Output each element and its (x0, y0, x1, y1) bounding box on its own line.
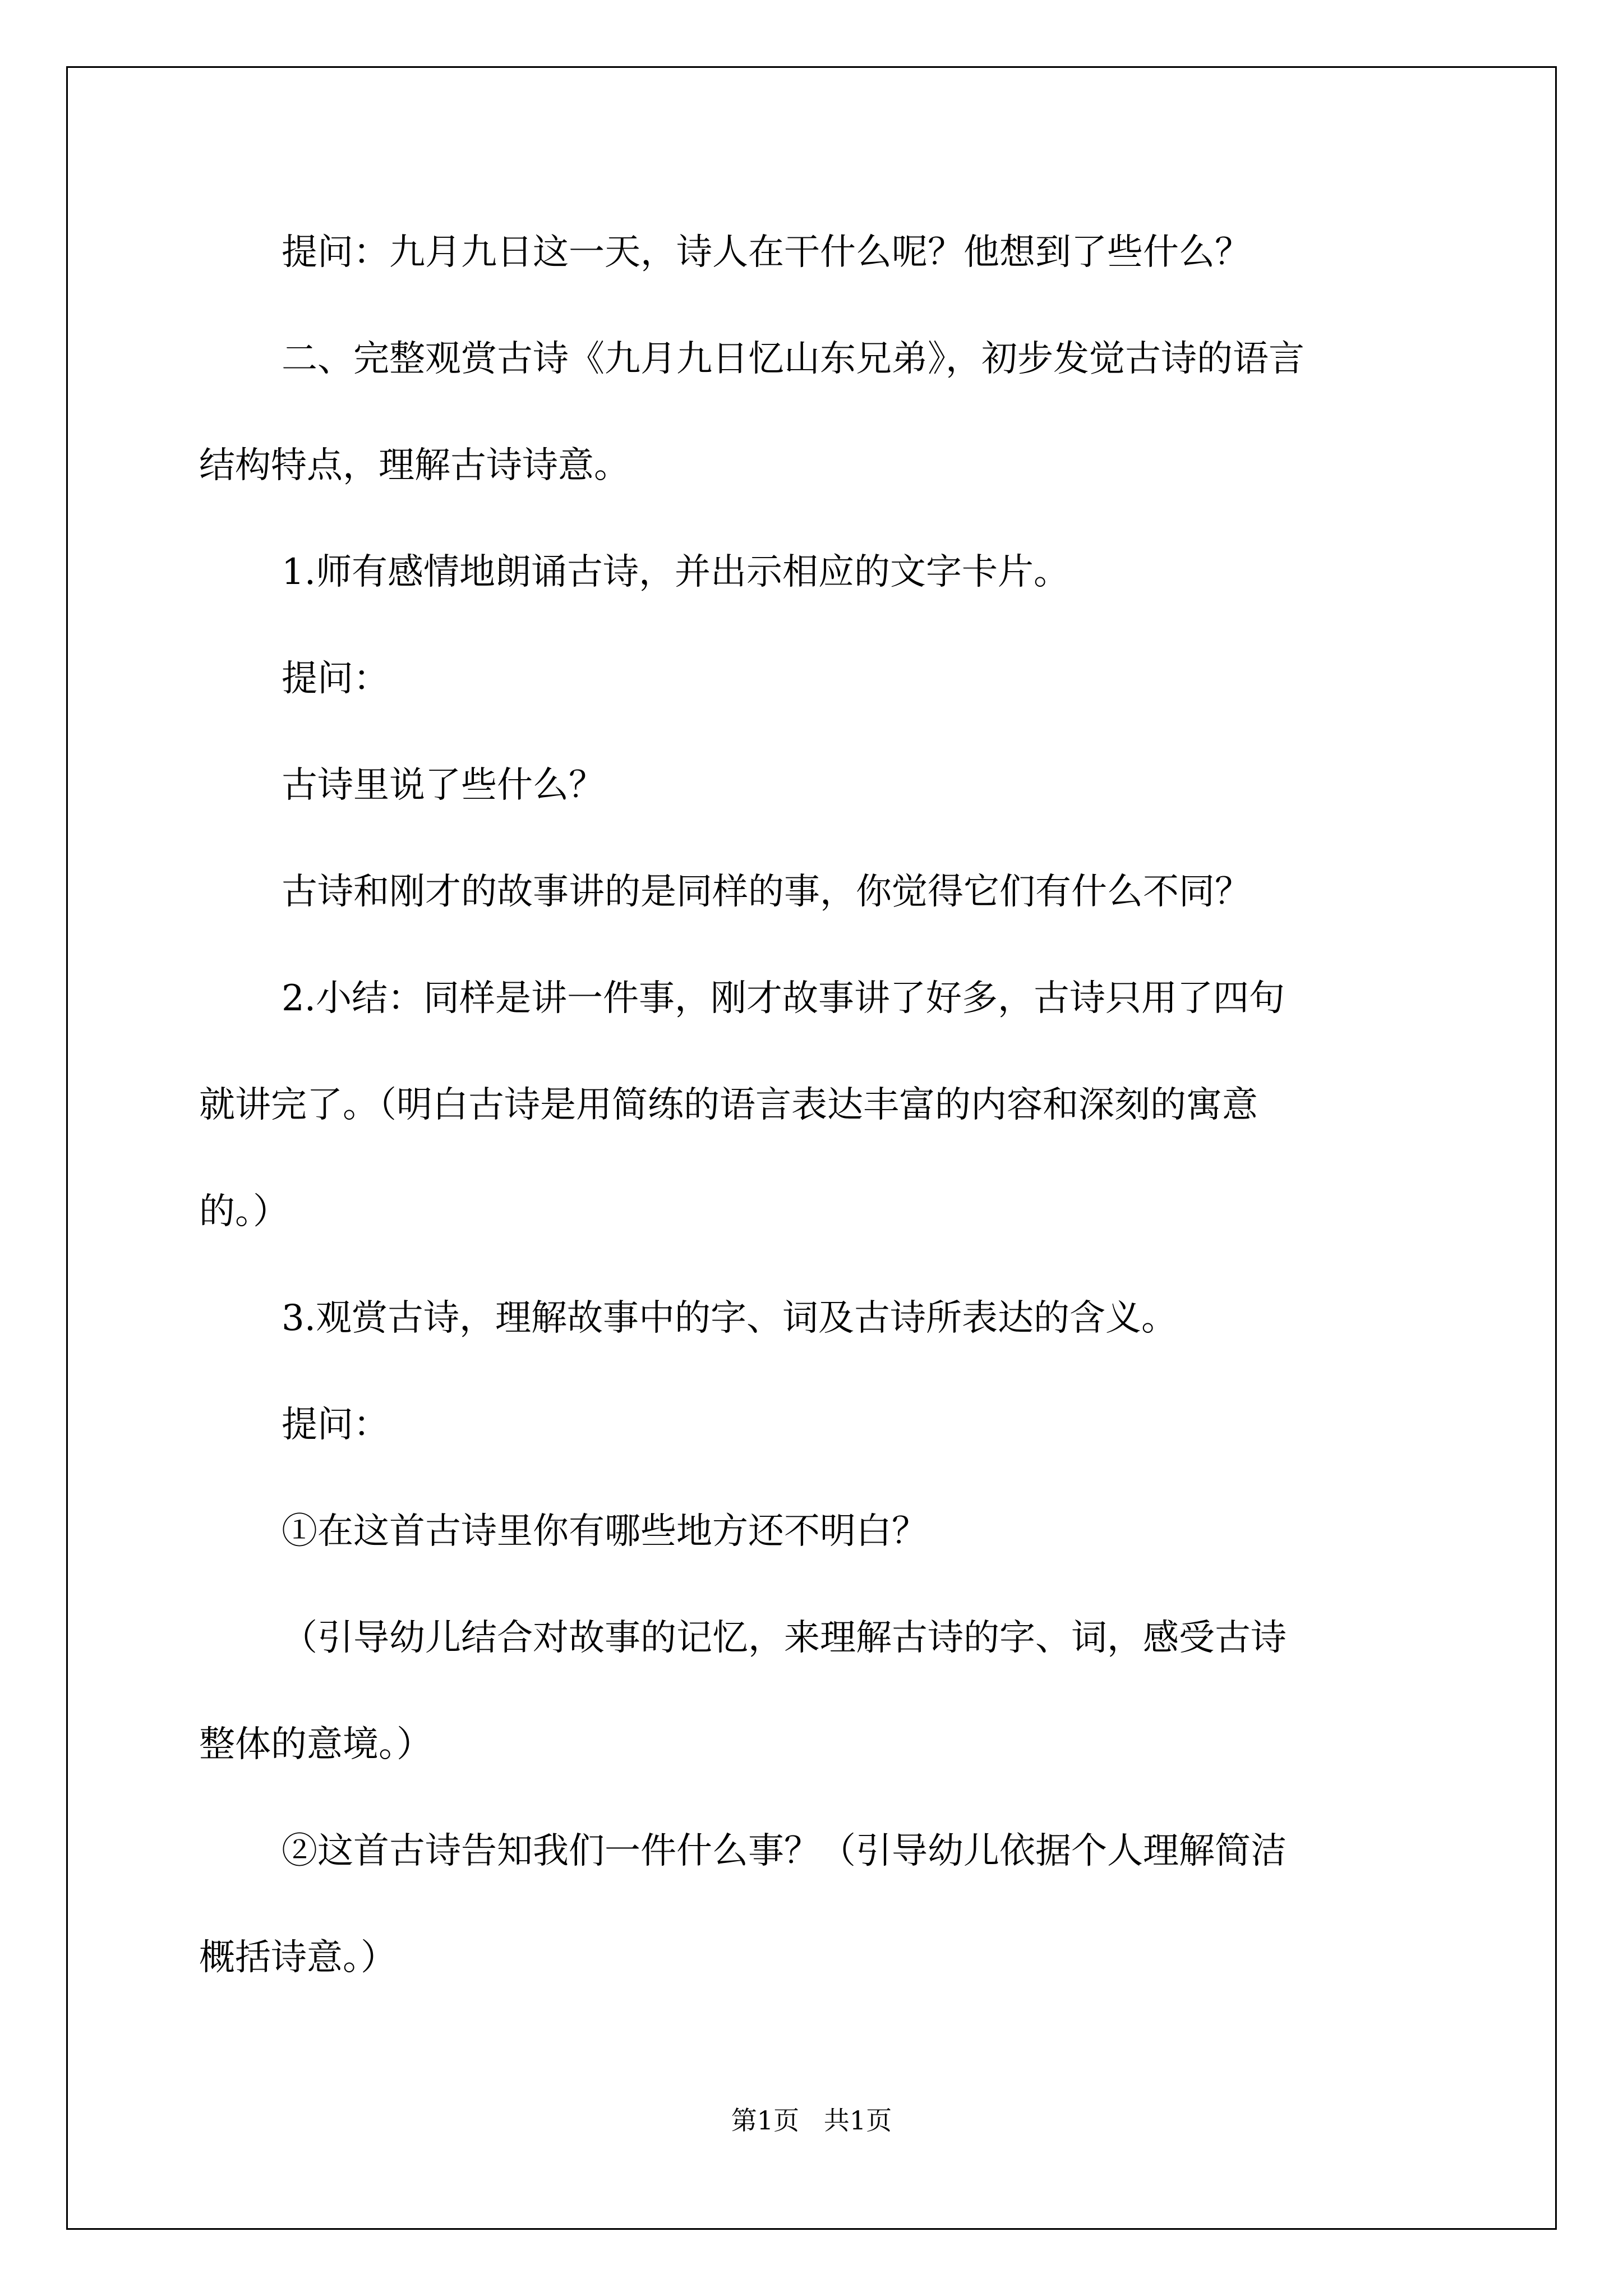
text-line: 二、完整观赏古诗《九月九日忆山东兄弟》，初步发觉古诗的语言 (282, 338, 1304, 380)
page-number-footer: 第1页 共1页 (731, 2105, 892, 2136)
text-line: 概括诗意。） (199, 1937, 396, 1978)
text-line: 就讲完了。（明白古诗是用简练的语言表达丰富的内容和深刻的寓意 (199, 1084, 1258, 1126)
text-line: （引导幼儿结合对故事的记忆，来理解古诗的字、词，感受古诗 (282, 1617, 1287, 1659)
text-line: 1.师有感情地朗诵古诗，并出示相应的文字卡片。 (282, 551, 1070, 593)
text-line: 提问： (282, 658, 389, 700)
text-line: 结构特点，理解古诗诗意。 (199, 445, 630, 486)
text-line: 整体的意境。） (199, 1724, 432, 1765)
text-line: ①在这首古诗里你有哪些地方还不明白？ (282, 1511, 928, 1552)
text-line: 的。） (199, 1191, 289, 1232)
text-line: 古诗里说了些什么？ (282, 765, 605, 806)
text-line: ②这首古诗告知我们一件什么事？（引导幼儿依据个人理解简洁 (282, 1830, 1287, 1872)
text-line: 2.小结：同样是讲一件事，刚才故事讲了好多，古诗只用了四句 (282, 978, 1285, 1019)
page-frame (66, 66, 1557, 2230)
text-line: 古诗和刚才的故事讲的是同样的事，你觉得它们有什么不同？ (282, 871, 1251, 913)
text-line: 提问： (282, 1404, 389, 1446)
text-line: 提问：九月九日这一天，诗人在干什么呢？他想到了些什么？ (282, 232, 1251, 273)
text-line: 3.观赏古诗，理解故事中的字、词及古诗所表达的含义。 (282, 1297, 1178, 1339)
